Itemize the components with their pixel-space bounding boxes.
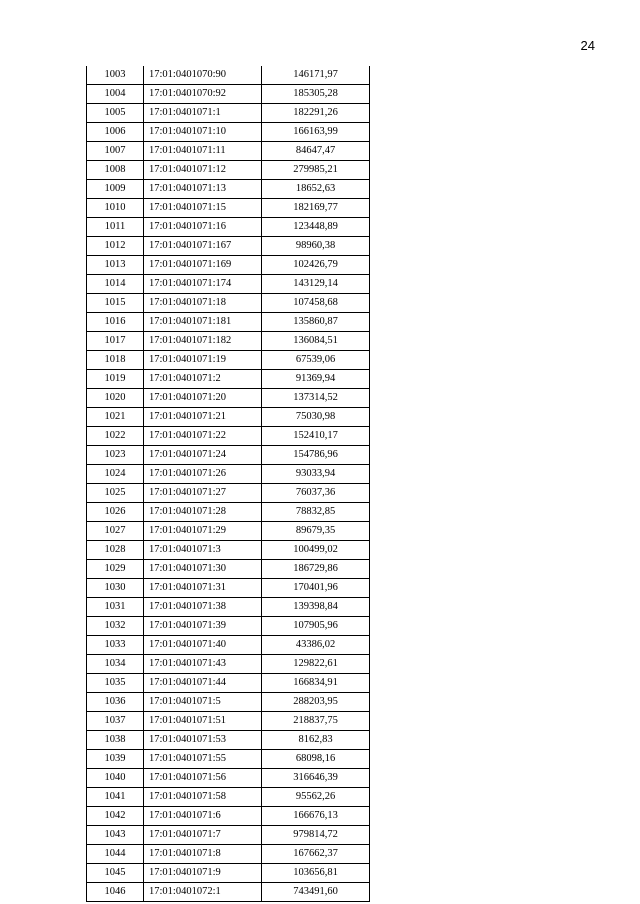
cadastral-number-cell: 17:01:0401071:15	[144, 199, 262, 218]
cadastral-value-cell: 107458,68	[262, 294, 370, 313]
cadastral-number-cell: 17:01:0401071:167	[144, 237, 262, 256]
table-row	[87, 674, 370, 693]
cadastral-value-cell: 129822,61	[262, 655, 370, 674]
table-row	[87, 427, 370, 446]
cadastral-value-cell: 93033,94	[262, 465, 370, 484]
row-number-cell: 1038	[87, 731, 144, 750]
row-number-cell: 1034	[87, 655, 144, 674]
table-row	[87, 712, 370, 731]
row-number-cell: 1012	[87, 237, 144, 256]
cadastral-value-cell: 146171,97	[262, 66, 370, 85]
table-row	[87, 484, 370, 503]
cadastral-number-cell: 17:01:0401071:29	[144, 522, 262, 541]
cadastral-value-cell: 102426,79	[262, 256, 370, 275]
table-row	[87, 237, 370, 256]
cadastral-number-cell: 17:01:0401071:2	[144, 370, 262, 389]
cadastral-number-cell: 17:01:0401071:38	[144, 598, 262, 617]
cadastral-number-cell: 17:01:0401071:55	[144, 750, 262, 769]
table-row	[87, 104, 370, 123]
cadastral-number-cell: 17:01:0401071:56	[144, 769, 262, 788]
cadastral-value-cell: 182169,77	[262, 199, 370, 218]
row-number-cell: 1033	[87, 636, 144, 655]
cadastral-number-cell: 17:01:0401071:21	[144, 408, 262, 427]
table-row	[87, 750, 370, 769]
table-row	[87, 161, 370, 180]
row-number-cell: 1039	[87, 750, 144, 769]
table-row	[87, 313, 370, 332]
cadastral-number-cell: 17:01:0401071:181	[144, 313, 262, 332]
cadastral-value-cell: 170401,96	[262, 579, 370, 598]
table-row	[87, 693, 370, 712]
cadastral-value-cell: 167662,37	[262, 845, 370, 864]
cadastral-value-cell: 166834,91	[262, 674, 370, 693]
cadastral-value-cell: 43386,02	[262, 636, 370, 655]
row-number-cell: 1024	[87, 465, 144, 484]
table-row	[87, 826, 370, 845]
cadastral-value-cell: 18652,63	[262, 180, 370, 199]
row-number-cell: 1022	[87, 427, 144, 446]
table-row	[87, 85, 370, 104]
row-number-cell: 1043	[87, 826, 144, 845]
cadastral-number-cell: 17:01:0401071:28	[144, 503, 262, 522]
table-row	[87, 522, 370, 541]
table-row	[87, 465, 370, 484]
cadastral-number-cell: 17:01:0401070:90	[144, 66, 262, 85]
cadastral-number-cell: 17:01:0401071:11	[144, 142, 262, 161]
cadastral-value-cell: 218837,75	[262, 712, 370, 731]
row-number-cell: 1027	[87, 522, 144, 541]
row-number-cell: 1028	[87, 541, 144, 560]
cadastral-value-cell: 166676,13	[262, 807, 370, 826]
cadastral-value-cell: 288203,95	[262, 693, 370, 712]
cadastral-number-cell: 17:01:0401071:27	[144, 484, 262, 503]
row-number-cell: 1019	[87, 370, 144, 389]
cadastral-value-cell: 75030,98	[262, 408, 370, 427]
table-row	[87, 560, 370, 579]
table-row	[87, 123, 370, 142]
row-number-cell: 1023	[87, 446, 144, 465]
table-row	[87, 199, 370, 218]
cadastral-number-cell: 17:01:0401071:43	[144, 655, 262, 674]
cadastral-number-cell: 17:01:0401072:1	[144, 883, 262, 902]
table-row	[87, 579, 370, 598]
cadastral-number-cell: 17:01:0401071:5	[144, 693, 262, 712]
cadastral-number-cell: 17:01:0401071:16	[144, 218, 262, 237]
row-number-cell: 1011	[87, 218, 144, 237]
table-body	[87, 66, 370, 902]
row-number-cell: 1014	[87, 275, 144, 294]
table-row	[87, 864, 370, 883]
table-row	[87, 845, 370, 864]
row-number-cell: 1010	[87, 199, 144, 218]
table-row	[87, 617, 370, 636]
cadastral-value-cell: 67539,06	[262, 351, 370, 370]
cadastral-value-cell: 166163,99	[262, 123, 370, 142]
row-number-cell: 1031	[87, 598, 144, 617]
row-number-cell: 1018	[87, 351, 144, 370]
cadastral-number-cell: 17:01:0401071:51	[144, 712, 262, 731]
cadastral-value-cell: 8162,83	[262, 731, 370, 750]
cadastral-value-cell: 107905,96	[262, 617, 370, 636]
table-row	[87, 883, 370, 902]
table-row	[87, 218, 370, 237]
cadastral-number-cell: 17:01:0401071:9	[144, 864, 262, 883]
cadastral-number-cell: 17:01:0401071:10	[144, 123, 262, 142]
cadastral-value-cell: 78832,85	[262, 503, 370, 522]
cadastral-value-cell: 152410,17	[262, 427, 370, 446]
row-number-cell: 1016	[87, 313, 144, 332]
table-row	[87, 408, 370, 427]
row-number-cell: 1040	[87, 769, 144, 788]
cadastral-number-cell: 17:01:0401071:26	[144, 465, 262, 484]
cadastral-value-cell: 154786,96	[262, 446, 370, 465]
table-row	[87, 142, 370, 161]
cadastral-number-cell: 17:01:0401071:19	[144, 351, 262, 370]
table-row	[87, 788, 370, 807]
cadastral-value-cell: 143129,14	[262, 275, 370, 294]
cadastral-number-cell: 17:01:0401071:30	[144, 560, 262, 579]
table-row	[87, 503, 370, 522]
cadastral-number-cell: 17:01:0401071:12	[144, 161, 262, 180]
table-row	[87, 66, 370, 85]
cadastral-number-cell: 17:01:0401071:174	[144, 275, 262, 294]
table-row	[87, 389, 370, 408]
row-number-cell: 1008	[87, 161, 144, 180]
cadastral-number-cell: 17:01:0401071:44	[144, 674, 262, 693]
row-number-cell: 1026	[87, 503, 144, 522]
page-number: 24	[580, 38, 595, 53]
cadastral-number-cell: 17:01:0401071:1	[144, 104, 262, 123]
cadastral-value-cell: 84647,47	[262, 142, 370, 161]
cadastral-number-cell: 17:01:0401071:24	[144, 446, 262, 465]
cadastral-number-cell: 17:01:0401071:8	[144, 845, 262, 864]
row-number-cell: 1044	[87, 845, 144, 864]
row-number-cell: 1041	[87, 788, 144, 807]
cadastral-value-cell: 95562,26	[262, 788, 370, 807]
cadastral-value-cell: 103656,81	[262, 864, 370, 883]
table-row	[87, 180, 370, 199]
row-number-cell: 1020	[87, 389, 144, 408]
cadastral-value-cell: 979814,72	[262, 826, 370, 845]
cadastral-number-cell: 17:01:0401071:7	[144, 826, 262, 845]
table-row	[87, 541, 370, 560]
cadastral-value-cell: 100499,02	[262, 541, 370, 560]
row-number-cell: 1006	[87, 123, 144, 142]
cadastral-value-cell: 98960,38	[262, 237, 370, 256]
row-number-cell: 1037	[87, 712, 144, 731]
cadastral-value-cell: 91369,94	[262, 370, 370, 389]
table-row	[87, 655, 370, 674]
cadastral-value-cell: 182291,26	[262, 104, 370, 123]
table-row	[87, 332, 370, 351]
cadastral-number-cell: 17:01:0401071:31	[144, 579, 262, 598]
table-row	[87, 275, 370, 294]
cadastral-value-cell: 89679,35	[262, 522, 370, 541]
cadastral-value-cell: 316646,39	[262, 769, 370, 788]
cadastral-value-cell: 743491,60	[262, 883, 370, 902]
row-number-cell: 1015	[87, 294, 144, 313]
table-row	[87, 294, 370, 313]
cadastral-number-cell: 17:01:0401071:169	[144, 256, 262, 275]
row-number-cell: 1029	[87, 560, 144, 579]
cadastral-number-cell: 17:01:0401071:18	[144, 294, 262, 313]
row-number-cell: 1045	[87, 864, 144, 883]
cadastral-number-cell: 17:01:0401071:22	[144, 427, 262, 446]
cadastral-number-cell: 17:01:0401071:20	[144, 389, 262, 408]
row-number-cell: 1021	[87, 408, 144, 427]
table-row	[87, 769, 370, 788]
cadastral-value-cell: 136084,51	[262, 332, 370, 351]
cadastral-value-cell: 68098,16	[262, 750, 370, 769]
table-row	[87, 636, 370, 655]
table-row	[87, 351, 370, 370]
row-number-cell: 1013	[87, 256, 144, 275]
cadastral-value-cell: 139398,84	[262, 598, 370, 617]
cadastral-number-cell: 17:01:0401071:40	[144, 636, 262, 655]
row-number-cell: 1046	[87, 883, 144, 902]
row-number-cell: 1004	[87, 85, 144, 104]
row-number-cell: 1035	[87, 674, 144, 693]
cadastral-number-cell: 17:01:0401071:58	[144, 788, 262, 807]
table-row	[87, 807, 370, 826]
cadastral-value-cell: 186729,86	[262, 560, 370, 579]
cadastral-number-cell: 17:01:0401071:13	[144, 180, 262, 199]
row-number-cell: 1009	[87, 180, 144, 199]
cadastral-number-cell: 17:01:0401071:6	[144, 807, 262, 826]
cadastral-number-cell: 17:01:0401071:182	[144, 332, 262, 351]
row-number-cell: 1036	[87, 693, 144, 712]
cadastral-value-cell: 123448,89	[262, 218, 370, 237]
cadastral-value-cell: 137314,52	[262, 389, 370, 408]
table-row	[87, 598, 370, 617]
cadastral-value-table	[86, 66, 370, 902]
table-row	[87, 446, 370, 465]
row-number-cell: 1017	[87, 332, 144, 351]
cadastral-number-cell: 17:01:0401071:53	[144, 731, 262, 750]
row-number-cell: 1030	[87, 579, 144, 598]
cadastral-number-cell: 17:01:0401071:39	[144, 617, 262, 636]
row-number-cell: 1003	[87, 66, 144, 85]
row-number-cell: 1042	[87, 807, 144, 826]
cadastral-value-cell: 76037,36	[262, 484, 370, 503]
table-row	[87, 370, 370, 389]
cadastral-value-cell: 185305,28	[262, 85, 370, 104]
cadastral-number-cell: 17:01:0401070:92	[144, 85, 262, 104]
row-number-cell: 1007	[87, 142, 144, 161]
table-row	[87, 731, 370, 750]
row-number-cell: 1025	[87, 484, 144, 503]
cadastral-value-cell: 279985,21	[262, 161, 370, 180]
row-number-cell: 1005	[87, 104, 144, 123]
cadastral-number-cell: 17:01:0401071:3	[144, 541, 262, 560]
cadastral-value-cell: 135860,87	[262, 313, 370, 332]
table-row	[87, 256, 370, 275]
row-number-cell: 1032	[87, 617, 144, 636]
